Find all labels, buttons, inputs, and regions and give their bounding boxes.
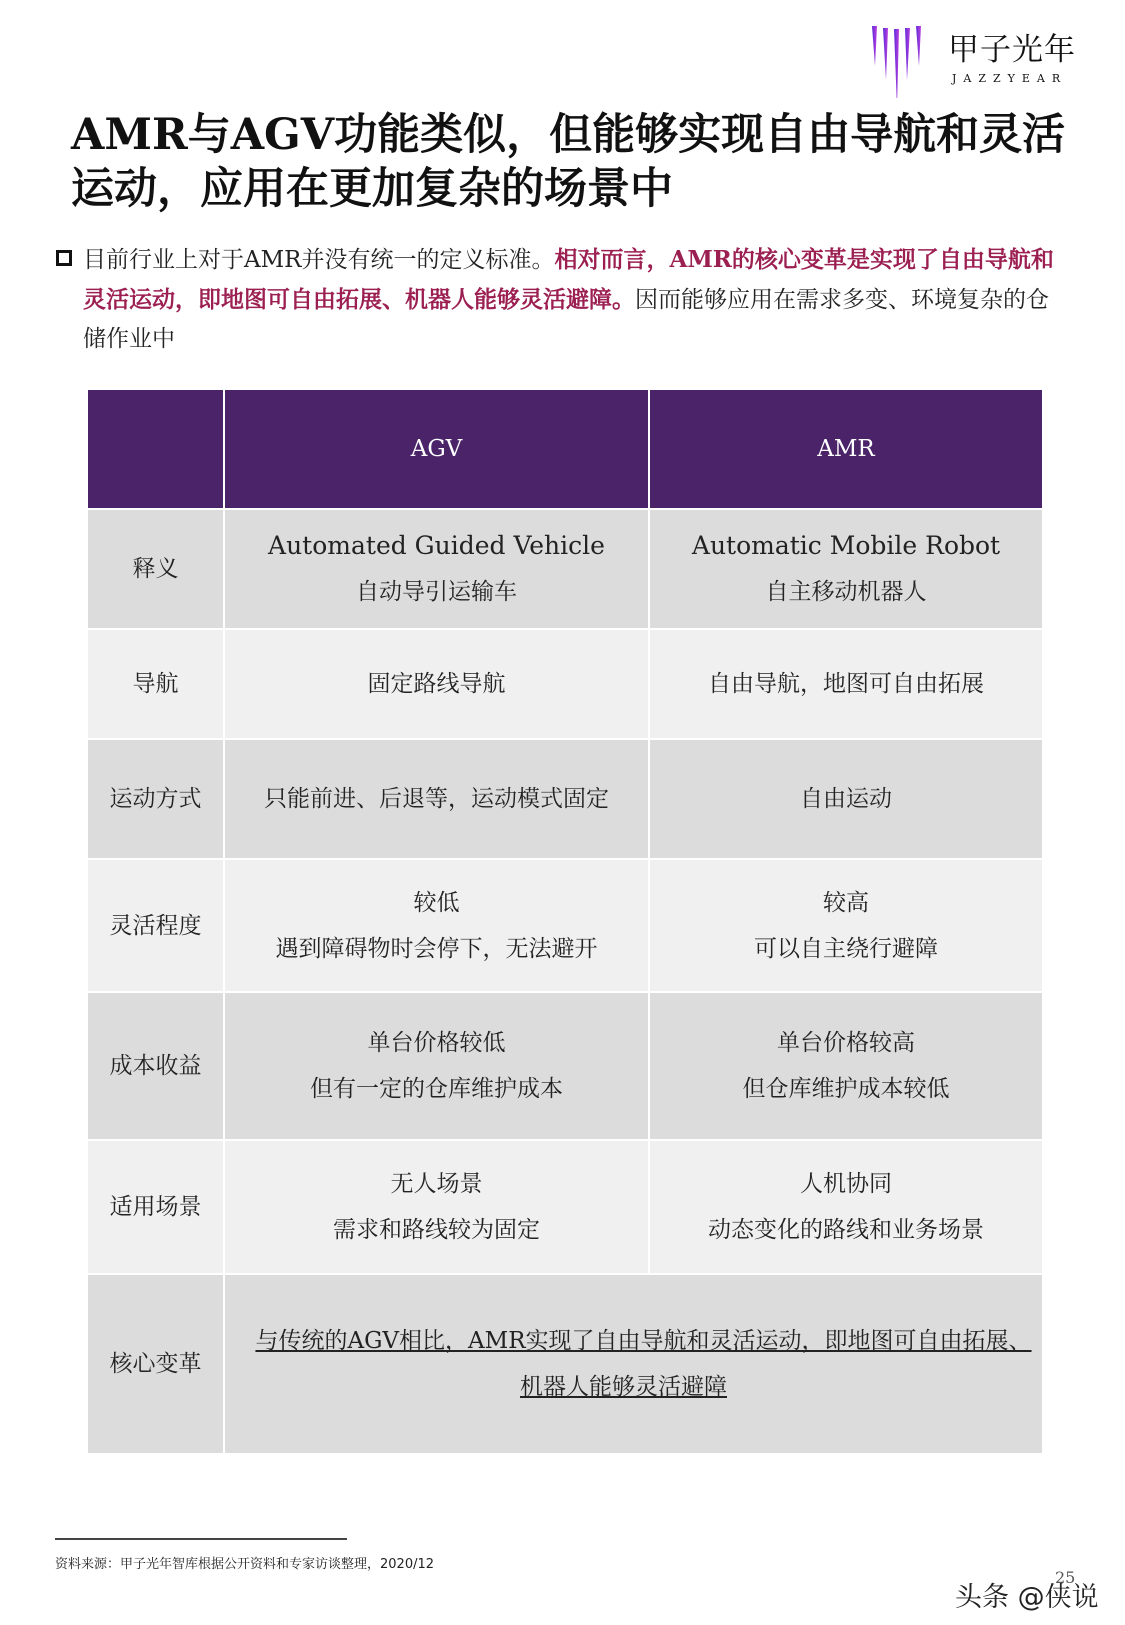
table-header-row bbox=[87, 389, 1043, 509]
toutiao-watermark: 头条 @侠说 bbox=[955, 1582, 1099, 1613]
cell-line: 单台价格较高 bbox=[777, 1030, 915, 1056]
source-note: 资料来源：甲子光年智库根据公开资料和专家访谈整理，2020/12 bbox=[55, 1557, 435, 1572]
table-row bbox=[87, 992, 1043, 1140]
header-empty bbox=[87, 389, 224, 509]
row-label: 导航 bbox=[87, 629, 224, 739]
logo-cn: 甲子光年 bbox=[948, 32, 1076, 68]
agv-cell bbox=[224, 992, 649, 1140]
agv-cell bbox=[224, 1140, 649, 1274]
comparison-table bbox=[86, 388, 1044, 1455]
cell-line: 较低 bbox=[413, 889, 460, 916]
header-agv: AGV bbox=[224, 389, 649, 509]
cell-line: 单台价格较低 bbox=[367, 1030, 506, 1056]
table-row bbox=[87, 739, 1043, 859]
cell-line: 自主移动机器人 bbox=[765, 579, 927, 605]
cell-line: 较高 bbox=[823, 889, 869, 916]
logo-bars-icon bbox=[872, 12, 932, 98]
amr-cell bbox=[649, 1140, 1043, 1274]
table-row bbox=[87, 509, 1043, 629]
cell-line: 遇到障碍物时会停下，无法避开 bbox=[275, 935, 598, 962]
intro-plain-2: 因而能够应用在需求多变、环境复杂的仓储作业中 bbox=[83, 287, 1049, 352]
intro-highlight: 相对而言，AMR的核心变革是实现了自由导航和灵活运动，即地图可自由拓展、机器人能够灵活避障。 bbox=[83, 246, 1054, 313]
cell-line: 但仓库维护成本较低 bbox=[742, 1076, 950, 1102]
cell-line: 无人场景 bbox=[390, 1171, 483, 1197]
cell-line: 需求和路线较为固定 bbox=[333, 1217, 540, 1243]
intro-plain-1: 目前行业上对于AMR并没有统一的定义标准。 bbox=[83, 247, 555, 273]
table-row bbox=[87, 859, 1043, 992]
core-text: 与传统的AGV相比，AMR实现了自由导航和灵活运动，即地图可自由拓展、机器人能够灵活避障 bbox=[255, 1328, 1032, 1400]
core-cell bbox=[224, 1274, 1043, 1454]
row-label: 成本收益 bbox=[87, 992, 224, 1140]
header-amr: AMR bbox=[649, 389, 1043, 509]
table-row bbox=[87, 629, 1043, 739]
amr-cell: 自由导航，地图可自由拓展 bbox=[649, 629, 1043, 739]
cell-line: 动态变化的路线和业务场景 bbox=[708, 1217, 984, 1243]
table-row bbox=[87, 1140, 1043, 1274]
intro-paragraph bbox=[56, 240, 1056, 359]
page-number: 25 bbox=[1055, 1568, 1076, 1587]
amr-cell bbox=[649, 509, 1043, 629]
footer-divider bbox=[55, 1538, 347, 1540]
table-row-core bbox=[87, 1274, 1043, 1454]
logo bbox=[872, 12, 1112, 98]
logo-en: JAZZYEAR bbox=[952, 72, 1068, 85]
cell-line: Automatic Mobile Robot bbox=[691, 531, 1001, 560]
agv-cell bbox=[224, 859, 649, 992]
amr-cell bbox=[649, 859, 1043, 992]
amr-cell bbox=[649, 992, 1043, 1140]
row-label: 核心变革 bbox=[87, 1274, 224, 1454]
agv-cell: 固定路线导航 bbox=[224, 629, 649, 739]
row-label: 适用场景 bbox=[87, 1140, 224, 1274]
page-title: AMR与AGV功能类似，但能够实现自由导航和灵活运动，应用在更加复杂的场景中 bbox=[71, 110, 1066, 214]
row-label: 灵活程度 bbox=[87, 859, 224, 992]
agv-cell bbox=[224, 509, 649, 629]
cell-line: Automated Guided Vehicle bbox=[268, 531, 605, 560]
cell-line: 可以自主绕行避障 bbox=[754, 935, 938, 962]
amr-cell: 自由运动 bbox=[649, 739, 1043, 859]
row-label: 释义 bbox=[87, 509, 224, 629]
cell-line: 人机协同 bbox=[800, 1171, 892, 1197]
bullet-square-icon bbox=[56, 250, 72, 266]
cell-line: 但有一定的仓库维护成本 bbox=[310, 1076, 563, 1102]
cell-line: 自动导引运输车 bbox=[356, 579, 517, 605]
row-label: 运动方式 bbox=[87, 739, 224, 859]
agv-cell: 只能前进、后退等，运动模式固定 bbox=[224, 739, 649, 859]
